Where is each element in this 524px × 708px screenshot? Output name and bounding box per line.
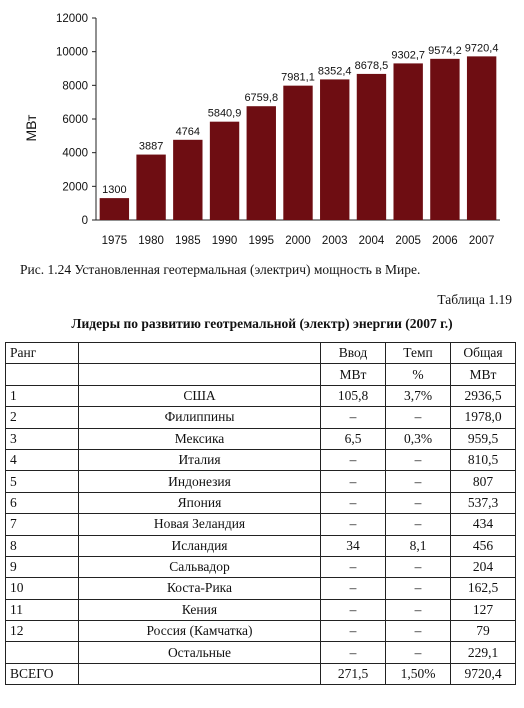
x-tick-label: 1980 bbox=[138, 235, 164, 247]
cell-country: Остальные bbox=[79, 642, 321, 663]
cell-rate: – bbox=[386, 578, 451, 599]
y-tick-label: 2000 bbox=[62, 181, 88, 194]
data-label: 8352,4 bbox=[317, 65, 352, 78]
cell-in: – bbox=[321, 514, 386, 535]
bar bbox=[467, 56, 496, 220]
cell-rate: 8,1 bbox=[386, 535, 451, 556]
cell-in: 6,5 bbox=[321, 428, 386, 449]
bar bbox=[393, 63, 422, 220]
cell-rank: 1 bbox=[6, 385, 79, 406]
header-input: Ввод bbox=[321, 343, 386, 364]
cell-in: – bbox=[321, 578, 386, 599]
y-tick-label: 8000 bbox=[62, 80, 88, 93]
cell-rank: 2 bbox=[6, 407, 79, 428]
data-label: 4764 bbox=[175, 125, 201, 138]
cell-rank: ВСЕГО bbox=[6, 663, 79, 684]
cell-total: 959,5 bbox=[451, 428, 516, 449]
cell-rank: 3 bbox=[6, 428, 79, 449]
leaders-table-body bbox=[6, 343, 516, 685]
cell-total: 434 bbox=[451, 514, 516, 535]
x-tick-label: 1995 bbox=[248, 235, 275, 247]
table-row bbox=[6, 428, 516, 449]
cell-total: 2936,5 bbox=[451, 385, 516, 406]
data-label: 9720,4 bbox=[464, 42, 499, 55]
figure-caption: Рис. 1.24 Установленная геотермальная (электрич) мощность в Мире. bbox=[20, 262, 421, 277]
cell-rank: 6 bbox=[6, 492, 79, 513]
bar bbox=[173, 140, 202, 220]
cell-country: Исландия bbox=[79, 535, 321, 556]
cell-country: Мексика bbox=[79, 428, 321, 449]
data-label: 6759,8 bbox=[244, 92, 279, 105]
bar bbox=[247, 106, 276, 220]
x-tick-label: 1975 bbox=[101, 235, 128, 247]
cell-rate: – bbox=[386, 492, 451, 513]
header-country bbox=[79, 343, 321, 364]
bar bbox=[210, 122, 239, 220]
cell-in: 271,5 bbox=[321, 663, 386, 684]
table-row bbox=[6, 599, 516, 620]
cell-rate: – bbox=[386, 642, 451, 663]
bar bbox=[357, 74, 386, 220]
x-tick-label: 1990 bbox=[211, 235, 238, 247]
cell-country: Филиппины bbox=[79, 407, 321, 428]
data-label: 8678,5 bbox=[354, 59, 389, 72]
table-number: Таблица 1.19 bbox=[437, 292, 512, 307]
cell-rank: 8 bbox=[6, 535, 79, 556]
cell-total: 1978,0 bbox=[451, 407, 516, 428]
data-label: 5840,9 bbox=[207, 107, 242, 120]
units-total: МВт bbox=[451, 364, 516, 385]
data-label: 9574,2 bbox=[428, 44, 462, 57]
cell-total: 807 bbox=[451, 471, 516, 492]
table-header-row bbox=[6, 343, 516, 364]
x-tick-label: 2006 bbox=[432, 235, 458, 247]
cell-total: 127 bbox=[451, 599, 516, 620]
cell-rank: 7 bbox=[6, 514, 79, 535]
units-country bbox=[79, 364, 321, 385]
header-total: Общая bbox=[451, 343, 516, 364]
cell-rank: 9 bbox=[6, 556, 79, 577]
bar bbox=[283, 86, 312, 220]
cell-in: 105,8 bbox=[321, 385, 386, 406]
table-title: Лидеры по развитию геотремальной (электр) энергии (2007 г.) bbox=[71, 316, 453, 331]
cell-in: – bbox=[321, 599, 386, 620]
cell-rate: 3,7% bbox=[386, 385, 451, 406]
y-tick-label: 6000 bbox=[62, 114, 88, 126]
cell-rate: – bbox=[386, 556, 451, 577]
table-total-row bbox=[6, 663, 516, 684]
cell-rank: 10 bbox=[6, 578, 79, 599]
y-axis-label: МВт bbox=[23, 114, 39, 142]
y-tick-label: 10000 bbox=[56, 46, 88, 59]
cell-rank bbox=[6, 642, 79, 663]
cell-rank: 11 bbox=[6, 599, 79, 620]
cell-total: 810,5 bbox=[451, 449, 516, 470]
cell-in: – bbox=[321, 621, 386, 642]
leaders-table bbox=[5, 342, 516, 685]
table-row bbox=[6, 535, 516, 556]
units-rank bbox=[6, 364, 79, 385]
cell-country: Новая Зеландия bbox=[79, 514, 321, 535]
table-row bbox=[6, 471, 516, 492]
cell-in: – bbox=[321, 492, 386, 513]
cell-rate: – bbox=[386, 471, 451, 492]
x-tick-label: 2007 bbox=[468, 235, 495, 247]
cell-in: – bbox=[321, 642, 386, 663]
cell-rank: 4 bbox=[6, 449, 79, 470]
cell-rank: 5 bbox=[6, 471, 79, 492]
capacity-bar-chart bbox=[0, 0, 524, 255]
table-row bbox=[6, 556, 516, 577]
cell-in: – bbox=[321, 449, 386, 470]
table-row bbox=[6, 578, 516, 599]
table-row bbox=[6, 642, 516, 663]
cell-country: Сальвадор bbox=[79, 556, 321, 577]
x-tick-label: 2003 bbox=[321, 235, 348, 247]
table-units-row bbox=[6, 364, 516, 385]
y-tick-label: 0 bbox=[81, 215, 88, 227]
table-row bbox=[6, 449, 516, 470]
cell-total: 229,1 bbox=[451, 642, 516, 663]
data-label: 3887 bbox=[138, 140, 164, 153]
x-tick-label: 2004 bbox=[358, 235, 385, 247]
cell-rate: – bbox=[386, 599, 451, 620]
data-label: 7981,1 bbox=[281, 71, 315, 84]
cell-rate: – bbox=[386, 514, 451, 535]
cell-total: 162,5 bbox=[451, 578, 516, 599]
cell-country: Италия bbox=[79, 449, 321, 470]
x-tick-label: 2000 bbox=[285, 235, 311, 247]
table-row bbox=[6, 385, 516, 406]
cell-total: 79 bbox=[451, 621, 516, 642]
cell-in: – bbox=[321, 407, 386, 428]
bar bbox=[320, 79, 349, 220]
cell-rate: – bbox=[386, 407, 451, 428]
cell-country: Япония bbox=[79, 492, 321, 513]
cell-rate: – bbox=[386, 449, 451, 470]
header-rate: Темп bbox=[386, 343, 451, 364]
cell-country bbox=[79, 663, 321, 684]
x-tick-label: 1985 bbox=[175, 235, 201, 247]
y-tick-label: 12000 bbox=[56, 13, 88, 25]
cell-country: Россия (Камчатка) bbox=[79, 621, 321, 642]
cell-total: 9720,4 bbox=[451, 663, 516, 684]
cell-total: 204 bbox=[451, 556, 516, 577]
cell-country: США bbox=[79, 385, 321, 406]
cell-rate: – bbox=[386, 621, 451, 642]
y-tick-label: 4000 bbox=[62, 147, 88, 160]
cell-country: Кения bbox=[79, 599, 321, 620]
table-row bbox=[6, 514, 516, 535]
cell-country: Коста-Рика bbox=[79, 578, 321, 599]
cell-rate: 1,50% bbox=[386, 663, 451, 684]
bar bbox=[136, 155, 165, 220]
bar bbox=[430, 59, 459, 220]
data-label: 9302,7 bbox=[391, 49, 426, 62]
cell-country: Индонезия bbox=[79, 471, 321, 492]
units-input: МВт bbox=[321, 364, 386, 385]
cell-in: – bbox=[321, 471, 386, 492]
data-label: 1300 bbox=[102, 184, 127, 197]
cell-rank: 12 bbox=[6, 621, 79, 642]
cell-total: 456 bbox=[451, 535, 516, 556]
table-row bbox=[6, 621, 516, 642]
cell-total: 537,3 bbox=[451, 492, 516, 513]
units-rate: % bbox=[386, 364, 451, 385]
cell-in: – bbox=[321, 556, 386, 577]
table-row bbox=[6, 492, 516, 513]
table-row bbox=[6, 407, 516, 428]
bar bbox=[100, 198, 129, 220]
x-tick-label: 2005 bbox=[395, 235, 421, 247]
cell-in: 34 bbox=[321, 535, 386, 556]
header-rank: Ранг bbox=[6, 343, 79, 364]
cell-rate: 0,3% bbox=[386, 428, 451, 449]
